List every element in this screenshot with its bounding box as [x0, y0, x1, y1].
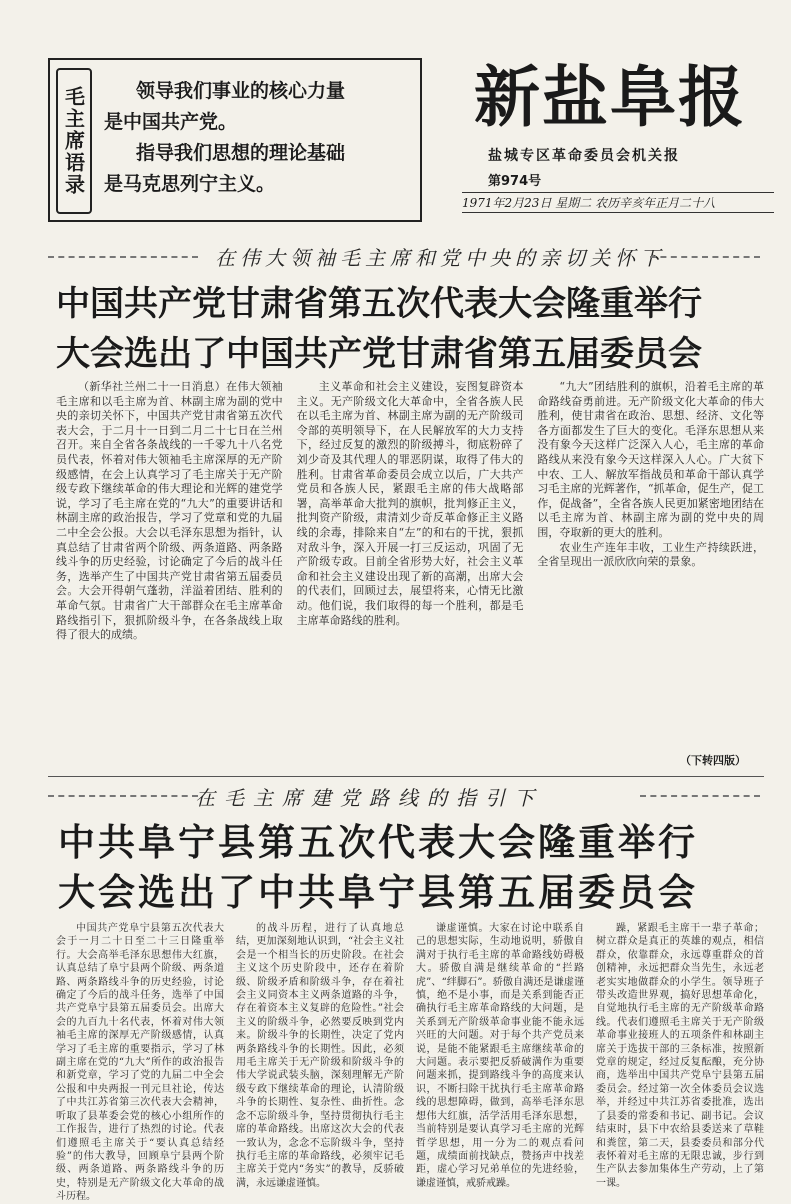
issue-number: 第974号	[488, 174, 542, 189]
article2-paragraph: 的战斗历程，进行了认真地总结，更加深刻地认识到，“社会主义社会是一个相当长的历史阶段。在社会主义这个历史阶段中，还存在着阶级、阶级矛盾和阶级斗争，存在着社会主义同资本主义两条道路的斗争，存在着资本主义复辟的危险性。”社会主义的阶级斗争，必然要反映到党内来。阶级斗争的长期性，决定了党内两条路线斗争的长期性。因此，必须用毛主席关于无产阶级和阶级斗争的伟大学说武装头脑，深刻理解无产阶级专政下继续革命的理论，认清阶级斗争的长期性、复杂性、曲折性。念念不忘阶级斗争，坚持贯彻执行毛主席的革命路线。出席这次大会的代表一致认为，念念不忘阶级斗争，坚持执行毛主席的革命路线，必须牢记毛主席关于党内“务实”的教导，反骄破满，永远谦虚谨慎。	[236, 923, 404, 1189]
kicker-dash-right	[640, 795, 760, 797]
article2-column	[596, 922, 764, 1189]
quotation-label: 毛主席语录	[61, 86, 86, 196]
kicker-dash-right	[650, 256, 760, 258]
newspaper-subtitle: 盐城专区革命委员会机关报	[488, 148, 680, 164]
article2-column	[56, 922, 224, 1203]
quotation-line: 领导我们事业的核心力量	[136, 80, 346, 102]
quotation-line: 指导我们思想的理论基础	[136, 142, 346, 164]
article1-paragraph: 农业生产连年丰收，工业生产持续跃进，全省呈现出一派欣欣向荣的景象。	[537, 540, 765, 569]
article1-paragraph: “九大”团结胜利的旗帜，沿着毛主席的革命路线奋勇前进。无产阶级文化大革命的伟大胜利，使甘肃省在政治、思想、经济、文化等各方面都发生了巨大的变化。毛泽东思想从来没有象今天这样广泛深入人心，毛主席的革命路线从来没有象今天这样深入人心。广大贫下中农、工人、解放军指战员和革命干部认真学习毛主席的光辉著作，“抓革命，促生产，促工作，促战备”，全省各族人民更加紧密地团结在以毛主席为首、林副主席为副的党中央的周围，夺取新的更大的胜利。	[537, 380, 765, 539]
article1-column	[56, 380, 283, 752]
article1-headline-1: 中国共产党甘肃省第五次代表大会隆重举行	[56, 284, 702, 324]
newspaper-title: 新盐阜报	[474, 59, 746, 136]
quotation-text	[104, 76, 410, 200]
article1-headline-2: 大会选出了中国共产党甘肃省第五届委员会	[56, 334, 702, 374]
article1-kicker: 在伟大领袖毛主席和党中央的亲切关怀下	[215, 246, 665, 270]
article2-column	[236, 922, 404, 1189]
quotation-label-box	[56, 68, 92, 214]
kicker-dash-left	[48, 795, 198, 797]
quotation-line: 是马克思列宁主义。	[104, 173, 276, 195]
quotation-line: 是中国共产党。	[104, 111, 238, 133]
article2-body	[56, 922, 764, 1203]
article2-kicker: 在毛主席建党路线的指引下	[195, 786, 543, 810]
article1-column	[297, 380, 524, 752]
article2-headline-2: 大会选出了中共阜宁县第五届委员会	[58, 870, 698, 914]
article2-column	[416, 922, 584, 1189]
article2-paragraph: 谦虚谨慎。大家在讨论中联系自己的思想实际，生动地说明，骄傲自满对于执行毛主席的革命路线妨碍极大。骄傲自满是继续革命的“拦路虎”、“绊脚石”。骄傲自满还是谦虚谨慎，绝不是小事，而是关系到能否正确执行毛主席革命路线的大问题，是关系到无产阶级革命事业能不能永远兴旺的大问题。对于每个共产党员来说，是能不能紧跟毛主席继续革命的大问题。表示要把反骄破满作为重要问题来抓，提到路线斗争的高度来认识，不断扫除干扰执行毛主席革命路线的思想障碍，做到，高举毛泽东思想伟大红旗，活学活用毛泽东思想，当前特别是要认真学习毛主席的光辉哲学思想，用一分为二的观点看问题，成绩面前找缺点，赞扬声中找差距，虚心学习兄弟单位的先进经验，谦虚谨慎，戒骄戒躁。	[416, 923, 584, 1189]
article1-paragraph: 主义革命和社会主义建设，妄图复辟资本主义。无产阶级文化大革命中，全省各族人民在以毛主席为首、林副主席为副的无产阶级司令部的英明领导下，在人民解放军的大力支持下，经过反复的激烈的阶级搏斗，彻底粉碎了刘少奇及其代理人的罪恶阴谋，取得了伟大的胜利。甘肃省革命委员会成立以后，广大共产党员和各族人民，紧跟毛主席的伟大战略部署，高举革命大批判的旗帜，批判修正主义，批判资产阶级，肃清刘少奇反革命修正主义路线的余毒，排除来自“左”的和右的干扰，狠抓对敌斗争，深入开展一打三反运动，巩固了无产阶级专政。目前全省形势大好，社会主义革命和社会主义建设出现了新的高潮，出席大会的代表们，回顾过去，展望将来，心情无比激动。他们说，我们取得的每一个胜利，都是毛主席革命路线的胜利。	[296, 380, 524, 627]
article2-paragraph: 躁，紧跟毛主席干一辈子革命；树立群众是真正的英雄的观点，相信群众，依靠群众，永远尊重群众的首创精神，永远把群众当先生，永远老老实实地做群众的小学生。领导班子带头改造世界观，搞好思想革命化，自觉地执行毛主席的无产阶级革命路线。代表们遵照毛主席关于无产阶级革命事业接班人的五项条件和林副主席关于选拔干部的三条标准，按照新党章的规定，经过反复酝酿，充分协商，选举出中国共产党阜宁县第五届委员会。经过第一次全体委员会议选举，并经过中共江苏省委批准，选出了县委的常委和书记、副书记。会议结束时，县下中农给县委送来了草鞋和粪筐，第二天，县委委员和部分代表怀着对毛主席的无限忠诚，步行到生产队去参加集体生产劳动，上了第一课。	[596, 923, 764, 1189]
quotation-box	[48, 58, 422, 222]
article1-body	[56, 380, 764, 752]
article2-paragraph: 中国共产党阜宁县第五次代表大会于一月二十日至二十三日隆重举行。大会高举毛泽东思想伟大红旗，认真总结了阜宁县两个阶级、两条道路、两条路线斗争的历史经验，讨论确定了今后的战斗任务，选举了中国共产党阜宁县第五届委员会。出席大会的九百九十名代表，怀着对伟大领袖毛主席的深厚无产阶级感情，认真学习了毛主席的重要指示，学习了林副主席在党的“九大”所作的政治报告和新党章，学习了党的九届二中全会公报和中央两报一刊元旦社论，传达了中共江苏省第三次代表大会精神，听取了县革委会党的核心小组所作的工作报告，进行了热烈的讨论。代表们遵照毛主席关于“要认真总结经验”的伟大教导，回顾阜宁县两个阶级、两条道路、两条路线斗争的历史，特别是无产阶级文化大革命的战斗历程。	[56, 923, 224, 1203]
article1-column	[537, 380, 764, 752]
section-rule	[48, 776, 764, 777]
article1-paragraph: （新华社兰州二十一日消息）在伟大领袖毛主席和以毛主席为首、林副主席为副的党中央的亲切关怀下，中国共产党甘肃省第五次代表大会，于二月十一日到二月二十七日在兰州召开。来自全省各条战线的一千零九十八名党员代表，怀着对伟大领袖毛主席深厚的无产阶级感情，在会上认真学习了毛主席关于无产阶级专政下继续革命的伟大理论和光辉的建党学说，学习了毛主席在党的“九大”的重要讲话和林副主席的政治报告，学习了党章和党的九届二中全会公报。大会以毛泽东思想为指针，认真总结了甘肃省两个阶级、两条道路、两条路线斗争的历史经验，讨论确定了今后的战斗任务，选举产生了中国共产党甘肃省第五届委员会。大会开得朝气蓬勃，洋溢着团结、胜利的革命气氛。甘肃省广大干部群众在毛主席革命路线指引下，狠抓阶级斗争，在各条战线上取得了很大的成绩。	[56, 380, 283, 642]
continued-note: （下转四版）	[680, 754, 746, 767]
article2-headline-1: 中共阜宁县第五次代表大会隆重举行	[58, 820, 698, 864]
issue-date: 1971年2月23日 星期二 农历辛亥年正月二十八	[462, 192, 774, 213]
kicker-dash-left	[48, 256, 198, 258]
